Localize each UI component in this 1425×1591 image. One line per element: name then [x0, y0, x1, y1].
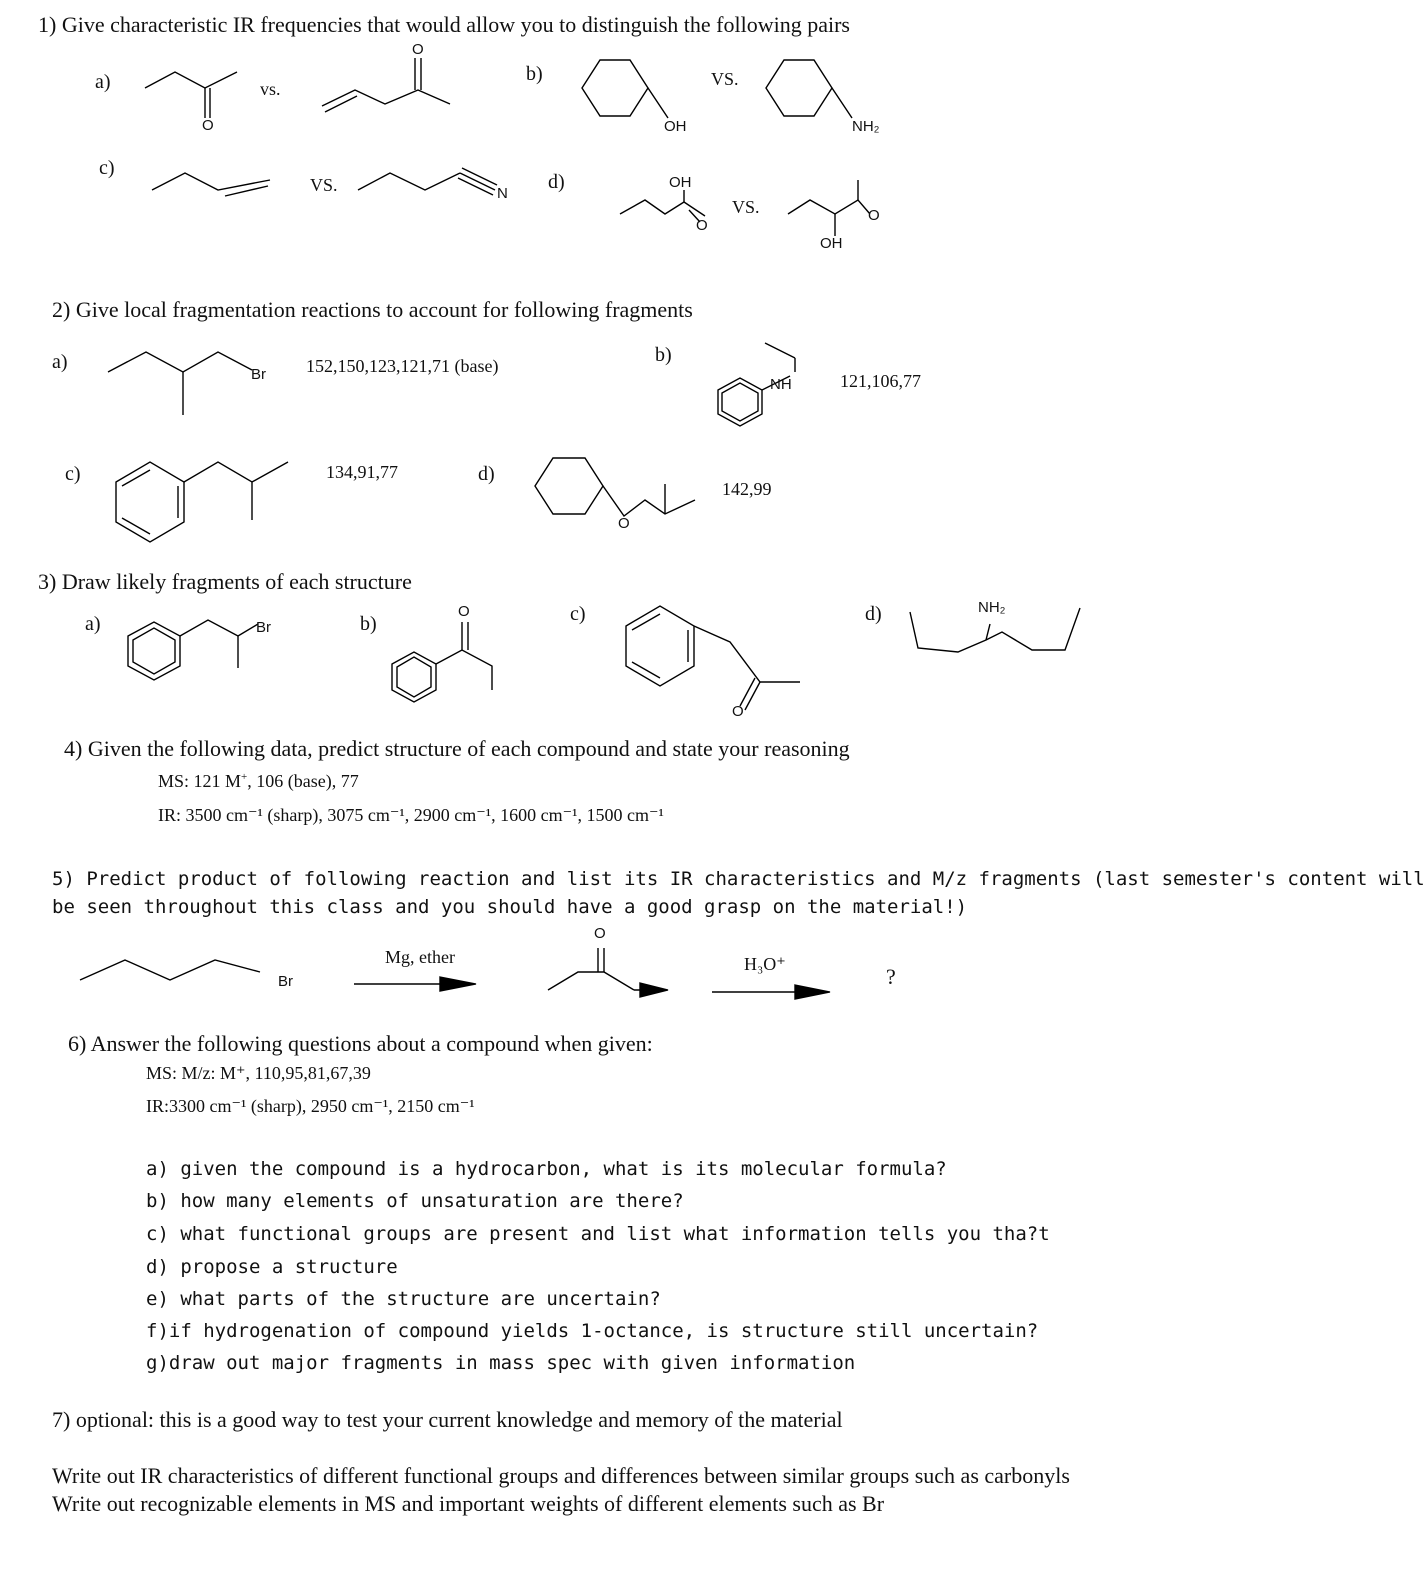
q4-ms-rest: , 106 (base), 77	[247, 771, 359, 791]
q1c-nitrile-structure	[358, 168, 497, 195]
q4-ir-line: IR: 3500 cm⁻¹ (sharp), 3075 cm⁻¹, 2900 cm⁻¹, 1600 cm⁻¹, 1500 cm⁻¹	[158, 805, 664, 825]
q5-bromopentane-structure	[80, 960, 260, 980]
q2c-fragments: 134,91,77	[326, 462, 398, 482]
q2a-atom-br: Br	[251, 366, 266, 383]
q1d-vs: VS.	[732, 197, 760, 217]
q1a-vs: vs.	[260, 79, 281, 99]
q5-heading-line1: 5) Predict product of following reaction and list its IR characteristics and M/z fragments (last semester's content will	[52, 868, 1425, 890]
q5-atom-br: Br	[278, 973, 293, 990]
q3b-atom-o: O	[458, 603, 470, 620]
q4-heading: 4) Given the following data, predict structure of each compound and state your reasoning	[64, 736, 850, 761]
q5-atom-o: O	[594, 925, 606, 942]
q1b-vs: VS.	[711, 69, 739, 89]
q3a-atom-br: Br	[256, 619, 271, 636]
q1d-atom-o2: O	[868, 207, 880, 224]
q4-ms-sup: +	[241, 771, 248, 783]
q1a-atom-o2: O	[412, 41, 424, 58]
q6-part-d: d) propose a structure	[146, 1256, 398, 1278]
q5-reagent-mg-ether: Mg, ether	[385, 947, 455, 967]
q2-label-d: d)	[478, 463, 495, 485]
q6-ir-line: IR:3300 cm⁻¹ (sharp), 2950 cm⁻¹, 2150 cm⁻¹	[146, 1096, 475, 1116]
q2a-bromoalkane-structure	[108, 352, 252, 415]
q2d-fragments: 142,99	[722, 479, 772, 499]
q6-part-c: c) what functional groups are present and list what information tells you tha?t	[146, 1223, 1050, 1245]
q6-part-g: g)draw out major fragments in mass spec with given information	[146, 1352, 856, 1374]
q2b-fragments: 121,106,77	[840, 371, 921, 391]
q1-label-d: d)	[548, 171, 565, 193]
q1d-atom-oh: OH	[669, 174, 692, 191]
q1d-atom-o: O	[696, 217, 708, 234]
q1-label-b: b)	[526, 63, 543, 85]
q6-part-b: b) how many elements of unsaturation are there?	[146, 1190, 684, 1212]
q1b-cyclohexylamine-structure	[766, 60, 852, 118]
q3-label-d: d)	[865, 603, 882, 625]
q6-part-e: e) what parts of the structure are uncertain?	[146, 1288, 661, 1310]
q3-label-c: c)	[570, 603, 586, 625]
q5-arrow-3	[712, 985, 830, 999]
q1c-vs: VS.	[310, 175, 338, 195]
q1d-atom-oh2: OH	[820, 235, 843, 252]
q1b-cyclohexanol-structure	[582, 60, 668, 118]
q2a-fragments: 152,150,123,121,71 (base)	[306, 356, 499, 376]
q6-part-f: f)if hydrogenation of compound yields 1-octance, is structure still uncertain?	[146, 1320, 1039, 1342]
q6-heading: 6) Answer the following questions about a compound when given:	[68, 1031, 653, 1056]
q4-ms-line	[158, 772, 359, 790]
q4-ms-prefix: MS: 121 M	[158, 771, 242, 791]
q2-heading: 2) Give local fragmentation reactions to account for following fragments	[52, 297, 693, 322]
q7-heading: 7) optional: this is a good way to test your current knowledge and memory of the material	[52, 1407, 843, 1432]
q1d-hydroxy-ketone-right	[788, 180, 870, 236]
q3-label-b: b)	[360, 613, 377, 635]
q2b-atom-nh: NH	[770, 376, 792, 393]
q7-line1: Write out IR characteristics of different functional groups and differences between similar groups such as carbonyls	[52, 1463, 1070, 1488]
q2d-atom-o: O	[618, 515, 630, 532]
q3-label-a: a)	[85, 613, 101, 635]
q5-heading-line2: be seen throughout this class and you should have a good grasp on the material!)	[52, 896, 968, 918]
q2d-ether-structure	[535, 458, 695, 516]
q1-label-a: a)	[95, 71, 111, 93]
q2c-isobutylbenzene-structure	[116, 462, 288, 542]
q7-line2: Write out recognizable elements in MS and important weights of different elements such as Br	[52, 1491, 885, 1516]
q5-ketone-structure	[548, 948, 668, 997]
q3c-benzylketone-structure	[626, 606, 800, 710]
q1-heading: 1) Give characteristic IR frequencies that would allow you to distinguish the following pairs	[38, 12, 850, 37]
q1d-hydroxy-ketone-left	[620, 190, 705, 222]
q1b-atom-nh2: NH₂	[852, 118, 880, 135]
q2-label-b: b)	[655, 344, 672, 366]
q6-part-a: a) given the compound is a hydrocarbon, what is its molecular formula?	[146, 1158, 947, 1180]
q1a-atom-o: O	[202, 117, 214, 134]
q3a-bromide-structure	[128, 620, 258, 680]
q3c-atom-o: O	[732, 703, 744, 720]
q1c-atom-n: N	[497, 185, 508, 202]
q1c-alkene-structure	[152, 173, 270, 196]
q2-label-c: c)	[65, 463, 81, 485]
q5-product: ?	[886, 964, 896, 989]
q3b-ketone-structure	[392, 622, 492, 702]
q1b-atom-oh: OH	[664, 118, 687, 135]
q5-reagent-h3o: H₃O⁺	[744, 954, 786, 974]
q3-heading: 3) Draw likely fragments of each structure	[38, 569, 412, 594]
q1a-alkene-ketone-structure	[322, 58, 450, 112]
q1-label-c: c)	[99, 157, 115, 179]
q5-arrow-1	[354, 977, 476, 991]
q6-ms-line: MS: M/z: M⁺, 110,95,81,67,39	[146, 1063, 371, 1083]
q2-label-a: a)	[52, 351, 68, 373]
q1a-ketone-structure	[145, 72, 237, 118]
q3d-atom-nh2: NH₂	[978, 599, 1006, 616]
